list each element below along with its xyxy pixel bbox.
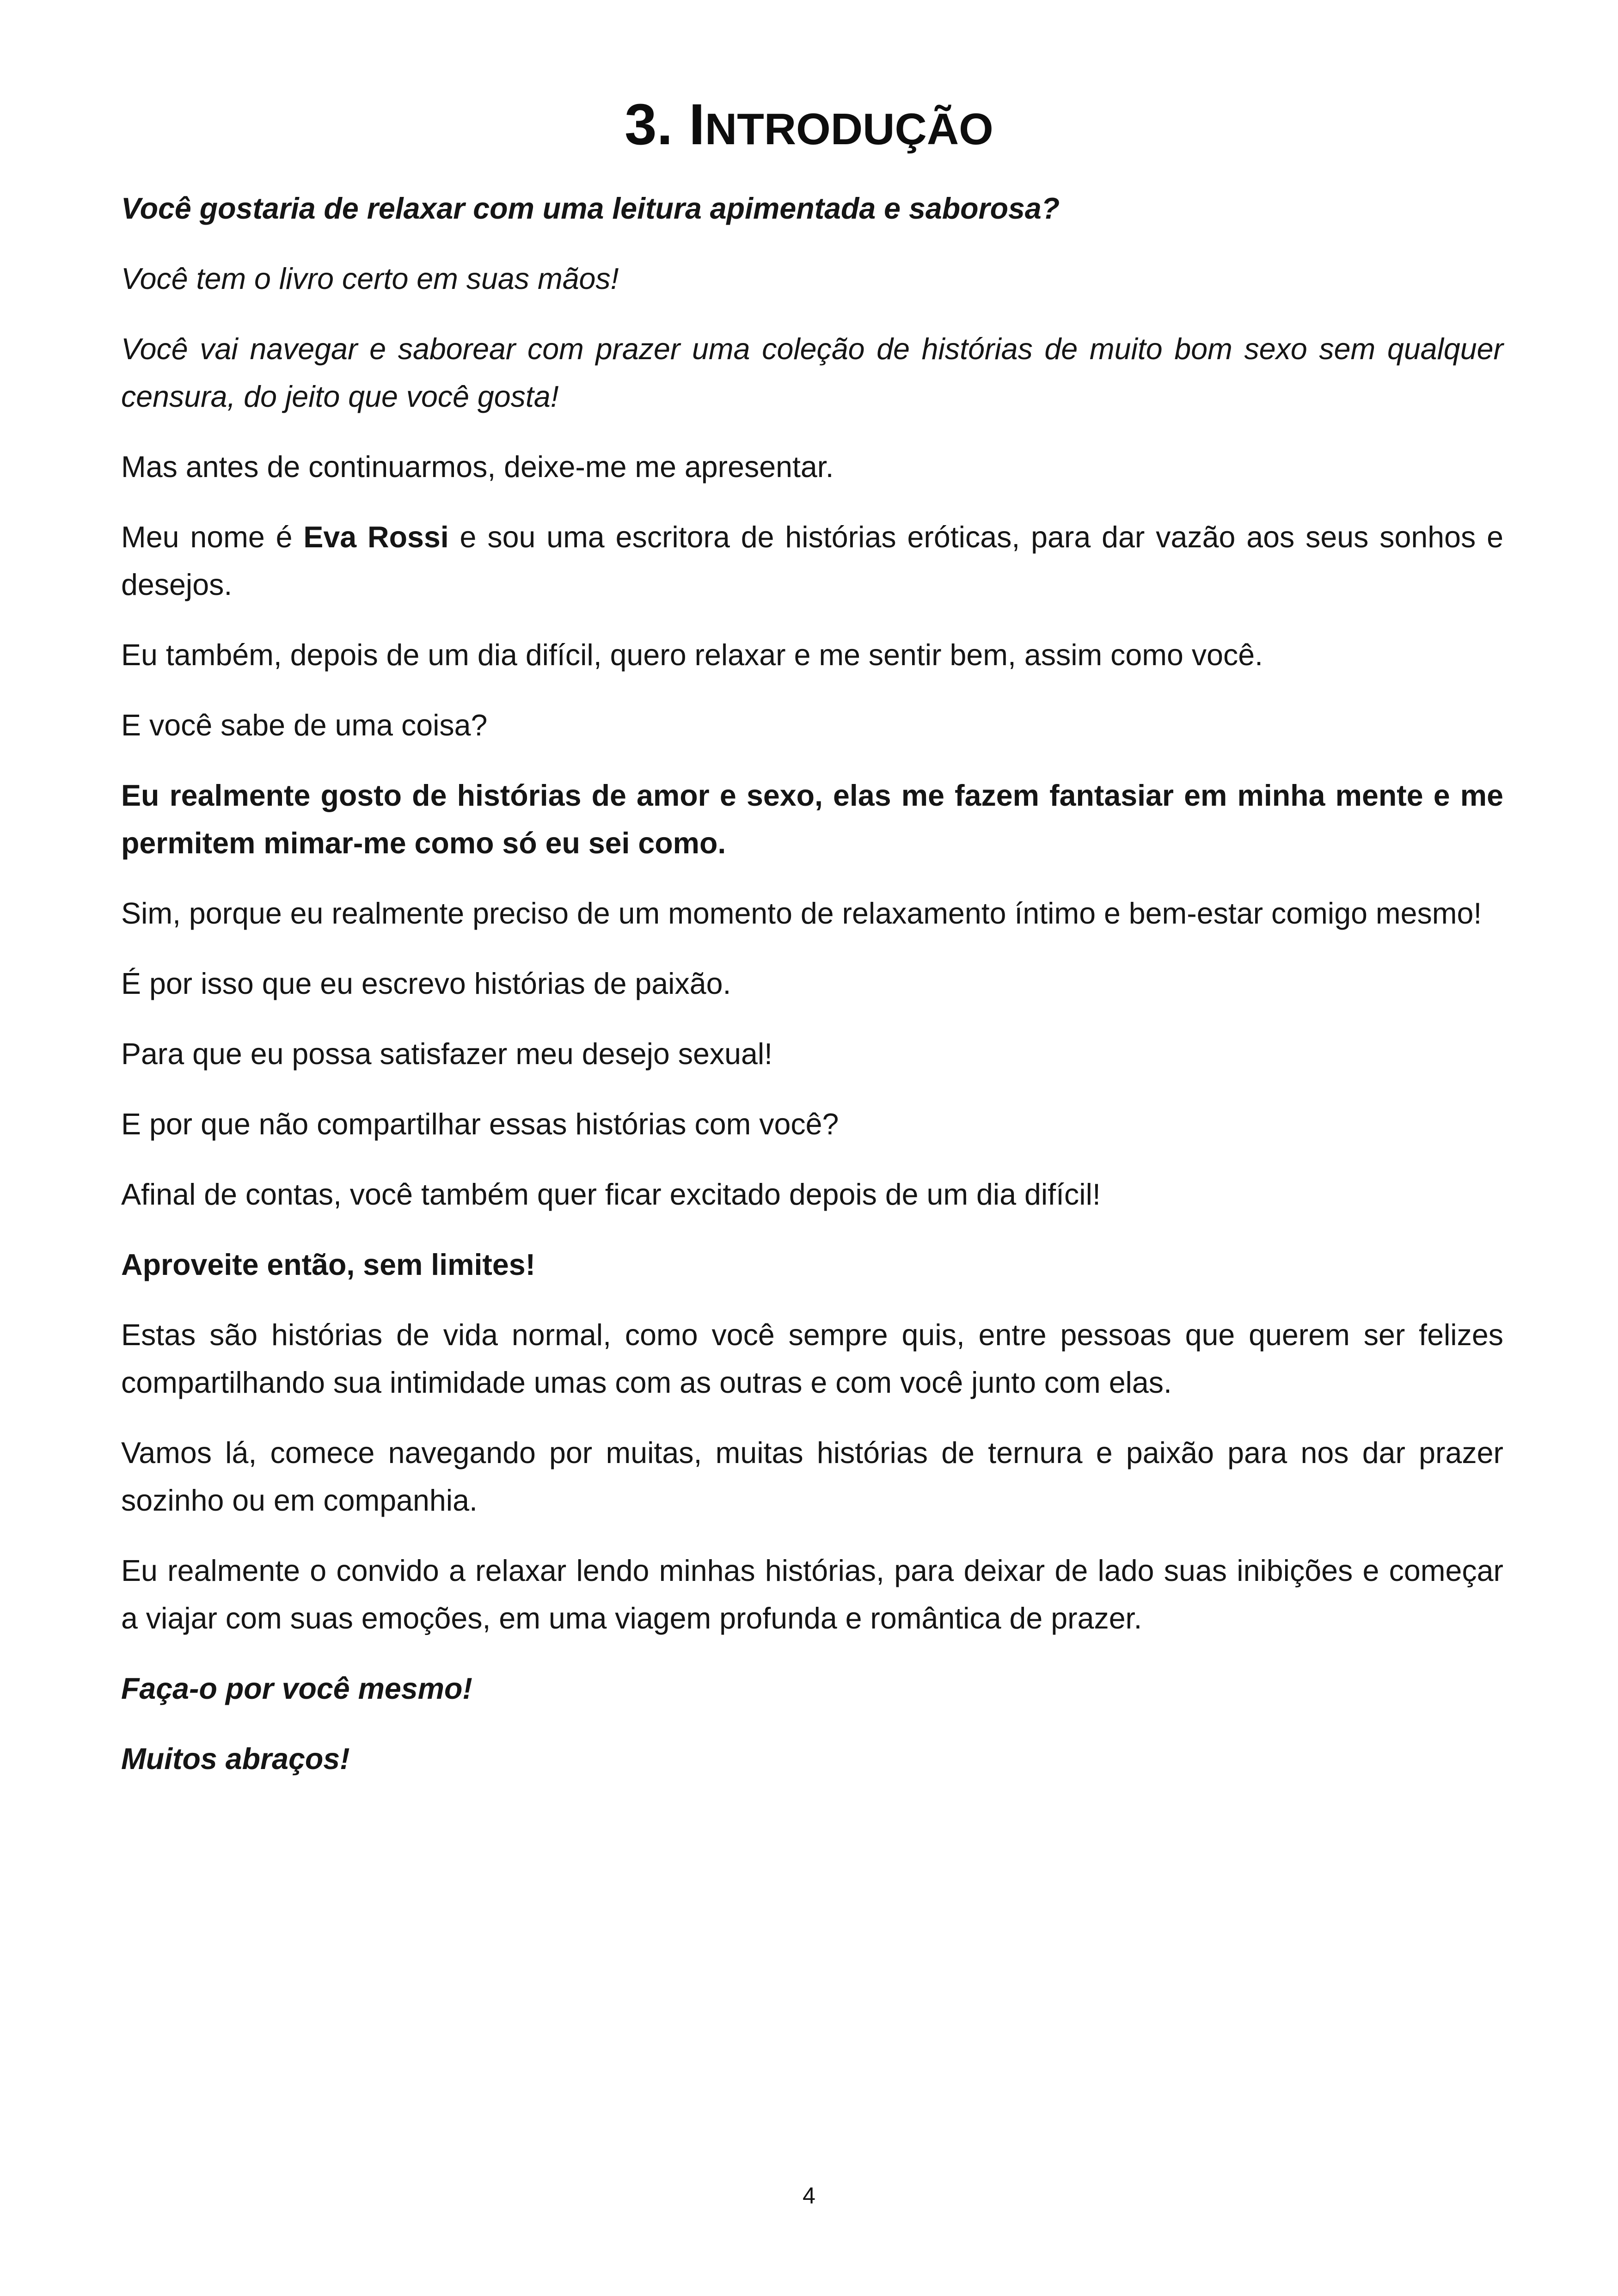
paragraph-author-name <box>121 514 1503 609</box>
paragraph-hugs: Muitos abraços! <box>121 1742 350 1776</box>
paragraph-lets-go: Vamos lá, comece navegando por muitas, muitas histórias de ternura e paixão para nos dar prazer sozinho ou em companhia. <box>121 1436 1503 1517</box>
chapter-title-rest: NTRODUÇÃO <box>705 104 993 154</box>
paragraph-normal-life: Estas são histórias de vida normal, como você sempre quis, entre pessoas que querem ser felizes compartilhando sua intimidade umas com as outras e com você junto com elas. <box>121 1318 1503 1399</box>
paragraph-invitation: Eu realmente o convido a relaxar lendo minhas histórias, para deixar de lado suas inibições e começar a viajar com suas emoções, em uma viagem profunda e romântica de prazer. <box>121 1554 1503 1635</box>
paragraph-share: E por que não compartilhar essas histórias com você? <box>121 1108 839 1141</box>
chapter-title-initial: I <box>689 92 705 157</box>
chapter-number: 3. <box>625 92 673 157</box>
author-intro-before: Meu nome é <box>121 520 304 554</box>
paragraph-right-book: Você tem o livro certo em suas mãos! <box>121 262 619 295</box>
chapter-body <box>121 185 1503 1806</box>
paragraph-love-stories: Eu realmente gosto de histórias de amor e sexo, elas me fazem fantasiar em minha mente e me permitem mimar-me como só eu sei como. <box>121 779 1503 860</box>
page-number: 4 <box>803 2183 815 2209</box>
chapter-heading <box>0 86 1618 169</box>
paragraph-after-all: Afinal de contas, você também quer ficar excitado depois de um dia difícil! <box>121 1178 1101 1211</box>
paragraph-satisfy: Para que eu possa satisfazer meu desejo sexual! <box>121 1037 773 1071</box>
paragraph-do-it: Faça-o por você mesmo! <box>121 1672 472 1705</box>
paragraph-collection: Você vai navegar e saborear com prazer uma coleção de histórias de muito bom sexo sem qualquer censura, do jeito que você gosta! <box>121 332 1503 413</box>
paragraph-why-write: É por isso que eu escrevo histórias de paixão. <box>121 967 731 1000</box>
paragraph-relaxation: Sim, porque eu realmente preciso de um momento de relaxamento íntimo e bem-estar comigo mesmo! <box>121 897 1482 930</box>
paragraph-difficult-day: Eu também, depois de um dia difícil, quero relaxar e me sentir bem, assim como você. <box>121 638 1263 672</box>
paragraph-enjoy: Aproveite então, sem limites! <box>121 1248 536 1281</box>
paragraph-before-continuing: Mas antes de continuarmos, deixe-me me apresentar. <box>121 450 834 484</box>
author-intro-after: e sou uma escritora de histórias eróticas, para dar vazão aos seus sonhos e desejos. <box>121 520 1504 601</box>
author-name: Eva Rossi <box>303 520 449 554</box>
paragraph-you-know: E você sabe de uma coisa? <box>121 709 488 742</box>
paragraph-question-intro: Você gostaria de relaxar com uma leitura apimentada e saborosa? <box>121 192 1060 225</box>
